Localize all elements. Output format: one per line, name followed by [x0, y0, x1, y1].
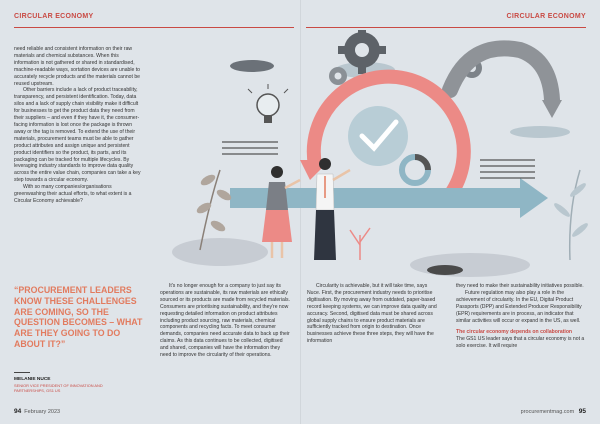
- bush-shape: [410, 253, 530, 277]
- issue-date: February 2023: [24, 409, 61, 415]
- donut-chart-icon: [402, 157, 428, 183]
- pull-quote: “PROCUREMENT LEADERS KNOW THESE CHALLENGES ARE COMING, SO THE QUESTION BECOMES – WHAT ARE THEY GOING TO DO ABOUT IT?”: [14, 285, 143, 349]
- section-label-left: CIRCULAR ECONOMY: [14, 13, 94, 20]
- man-figure: [314, 158, 350, 260]
- list-lines-icon: [480, 160, 535, 178]
- body-column-4: [456, 283, 588, 350]
- body-column-1: [14, 46, 142, 205]
- paragraph: With so many companies/organisations greenwashing their actual efforts, to what extent is a Circular Economy achievable?: [14, 184, 132, 204]
- bush-shape: [172, 238, 268, 266]
- attribution-role: SENIOR VICE PRESIDENT OF INNOVATION AND PARTNERSHIPS, GS1 US: [14, 383, 103, 393]
- page-number: 94: [14, 408, 22, 415]
- cycle-arrow-head: [542, 100, 562, 118]
- plant-icon: [195, 170, 233, 250]
- check-circle-icon: [348, 106, 408, 166]
- attribution-rule: [14, 372, 30, 373]
- paragraph: need reliable and consistent information on their raw materials and chemical substances. When this information is not gathered or shared in standardised, machine-readable ways, sortation devices are unable to accurately recycle products and the materials cannot be reused upstream.: [14, 46, 141, 87]
- rock-shape: [427, 265, 463, 275]
- paragraph: Circularity is achievable, but it will take time, says Nuce. First, the procurement industry needs to prioritise digitisation. By moving away from outdated, paper-based record keeping systems, we can improve data quality and accuracy. Second, digitised data must be shared across global supply chains to ensure product materials are sufficiently tracked from origin to destination. Once businesses achieve these three steps, they will have the information: [307, 283, 437, 345]
- lightbulb-icon: [248, 84, 288, 123]
- circular-economy-illustration: [150, 30, 600, 280]
- coral-plant-icon: [350, 228, 370, 260]
- paragraph: The GS1 US leader says that a circular economy is not a solo exercise. It will require: [456, 336, 585, 350]
- footer-right: [521, 408, 586, 415]
- gear-icon: [329, 67, 347, 85]
- paragraph: they need to make their sustainability initiatives possible.: [456, 283, 584, 289]
- cloud-shape: [510, 126, 570, 138]
- woman-figure: [262, 166, 300, 258]
- page-number: 95: [578, 408, 586, 415]
- paragraph: Other barriers include a lack of product traceability, transparency, and persistent identification. Today, data silos and a lack of supply chain visibility make it difficult for businesses to get the product data they need from their suppliers – and even if they have it, the consumer-facing information is lost once the package is thrown away or the tag is removed. To extend the use of their materials, procurement teams must be able to gather product attributes and assign unique and persistent product identifiers so the product, its parts, and its packaging can be tracked for multiple lifecycles. By leveraging industry standards to improve data quality across the entire value chain, companies can take a key step towards a circular economy.: [14, 87, 141, 184]
- cloud-shape: [230, 60, 274, 72]
- plant-icon: [552, 170, 589, 260]
- footer-left: [14, 408, 60, 415]
- progress-arrow-head: [520, 178, 548, 218]
- header-rule-right: [306, 27, 586, 28]
- header-rule-left: [14, 27, 294, 28]
- paragraph: Future regulation may also play a role in the achievement of circularity. In the EU, Digital Product Passports (DPP) and Extended Producer Responsibility (EPR) requirements are in process, an indicator that similar activities will occur or expand in the US, as well.: [456, 289, 582, 324]
- cycle-arrow-shape: [450, 48, 552, 100]
- list-lines-icon: [222, 142, 278, 154]
- body-column-2: [160, 283, 292, 359]
- subheading: The circular economy depends on collaboration: [456, 329, 573, 336]
- section-label-right: CIRCULAR ECONOMY: [506, 13, 586, 20]
- body-column-3: [307, 283, 441, 345]
- attribution-name: MELANIE NUCE: [14, 377, 51, 382]
- site-link[interactable]: procurementmag.com: [520, 409, 575, 415]
- paragraph: It's no longer enough for a company to just say its operations are sustainable, its raw materials are ethically sourced or its products are made from recycled materials. Consumers are prioritising sustainability, and they're now requesting detailed information on product attributes including product sourcing, raw materials, chemical components and recycling facts. To meet consumer demands, companies need accurate data to back up their claims. As this data continues to be collected, digitised and shared, companies will have the information they need to improve the circularity of their operations.: [160, 283, 290, 359]
